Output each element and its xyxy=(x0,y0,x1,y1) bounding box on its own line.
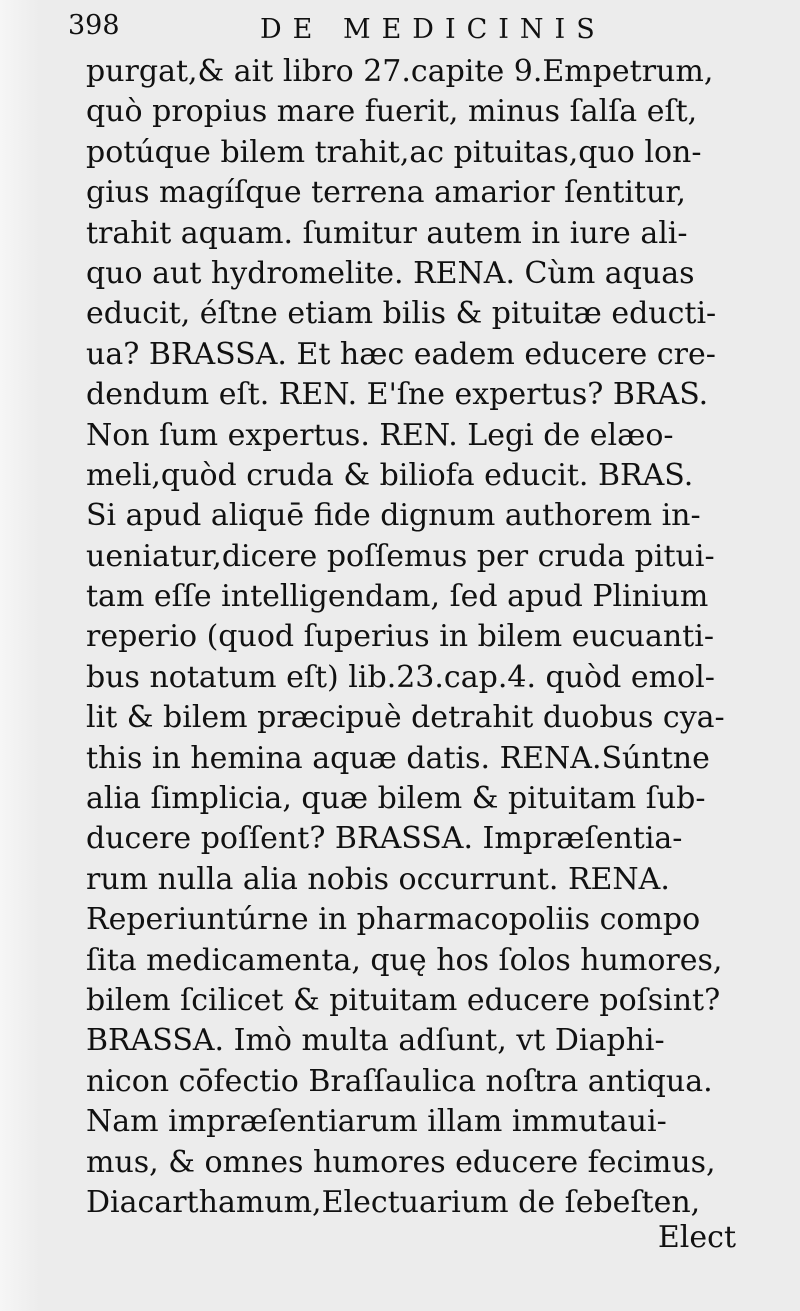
page-header xyxy=(62,6,762,54)
text-line: lit & bilem præcipuè detrahit duobus cya- xyxy=(86,700,725,736)
text-line: ua? BRASSA. Et hæc eadem educere cre- xyxy=(86,336,716,372)
text-line: quo aut hydromelite. RENA. Cùm aquas xyxy=(86,255,695,291)
text-body xyxy=(86,52,746,1223)
running-head: DE MEDICINIS xyxy=(260,14,606,45)
text-line: nicon cōfectio Braſſaulica noſtra antiqua. xyxy=(86,1063,713,1099)
text-line: reperio (quod ſuperius in bilem eucuanti- xyxy=(86,619,714,655)
text-line: quò propius mare fuerit, minus ſalſa eſt, xyxy=(86,94,698,130)
text-line: dendum eſt. REN. E'ſne expertus? BRAS. xyxy=(86,377,709,413)
text-line: this in hemina aquæ datis. RENA.Súntne xyxy=(86,740,710,776)
text-line: Non ſum expertus. REN. Legi de elæo- xyxy=(86,417,674,453)
text-line: BRASSA. Imò multa adſunt, vt Diaphi- xyxy=(86,1023,665,1059)
binding-shadow xyxy=(0,0,40,1311)
text-line: ſita medicamenta, quę hos ſolos humores, xyxy=(86,942,723,978)
text-line: Reperiuntúrne in pharmacopoliis compo xyxy=(86,902,701,938)
text-line: ducere poſſent? BRASSA. Impræſentia- xyxy=(86,821,683,857)
text-line: gius magíſque terrena amarior ſentitur, xyxy=(86,175,686,211)
text-line: educit, éſtne etiam bilis & pituitæ educti- xyxy=(86,296,717,332)
text-line: trahit aquam. ſumitur autem in iure ali- xyxy=(86,215,688,251)
text-line: ueniatur,dicere poſſemus per cruda pitui- xyxy=(86,538,715,574)
text-line: meli,quòd cruda & biliofa educit. BRAS. xyxy=(86,457,694,493)
text-line: bilem ſcilicet & pituitam educere poſsint? xyxy=(86,982,721,1018)
text-line: purgat,& ait libro 27.capite 9.Empetrum, xyxy=(86,54,714,89)
page-number: 398 xyxy=(68,10,120,41)
text-line: rum nulla alia nobis occurrunt. RENA. xyxy=(86,861,670,897)
text-line: alia ſimplicia, quæ bilem & pituitam ſub- xyxy=(86,781,706,817)
catchword: Elect xyxy=(657,1220,736,1255)
text-line: tam eſſe intelligendam, ſed apud Plinium xyxy=(86,579,709,615)
text-line: Nam impræſentiarum illam immutaui- xyxy=(86,1104,667,1140)
text-line: Diacarthamum,Electuarium de ſebeſten, xyxy=(86,1184,701,1220)
text-line: bus notatum eſt) lib.23.cap.4. quòd emol- xyxy=(86,659,715,695)
text-line: Si apud aliquē fide dignum authorem in- xyxy=(86,498,701,534)
text-line: mus, & omnes humores educere fecimus, xyxy=(86,1144,716,1180)
text-line: potúque bilem trahit,ac pituitas,quo lon- xyxy=(86,134,702,170)
